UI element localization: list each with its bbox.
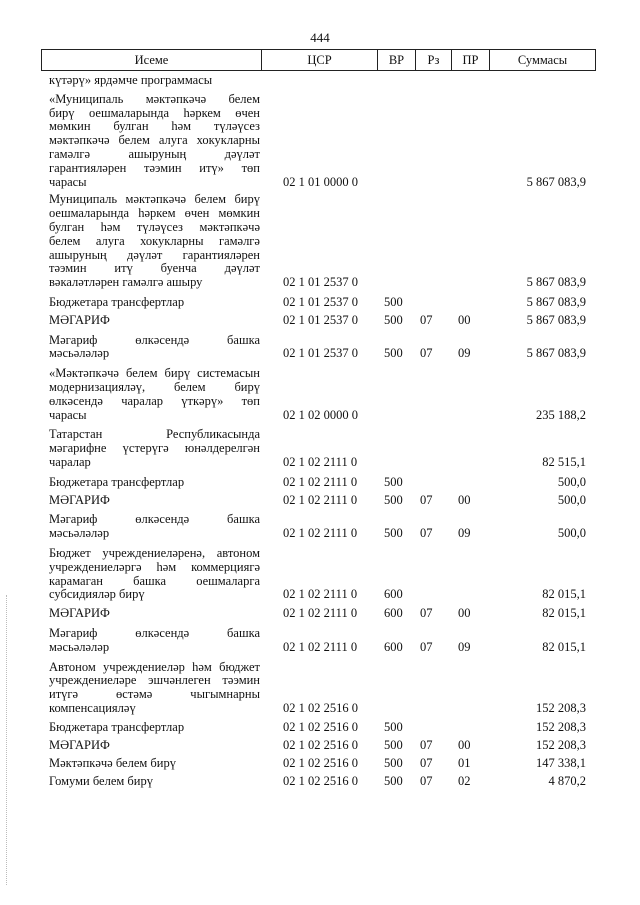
table-row [0,757,640,771]
row-name-line: Бюджетара трансфертлар [49,719,185,734]
row-sum: 4 870,2 [548,774,586,789]
row-pr: 00 [458,492,471,507]
row-name-line: модернизацияләү, белем бирү [49,379,260,394]
row-pr: 02 [458,774,471,789]
row-name-line: гамәлгә ашыруның дәүләт [49,146,260,161]
table-row [0,627,640,655]
row-pr: 00 [458,606,471,621]
row-name [49,547,260,602]
table-row [0,476,640,490]
row-name-line: Бюджетара трансфертлар [49,474,185,489]
row-vr: 500 [384,346,403,361]
row-vr: 500 [384,719,403,734]
row-name [49,757,260,771]
row-rz: 07 [420,737,433,752]
row-name [49,314,260,328]
row-name-line: учреждениеләре эшчәнлеген тәэмин [49,673,260,688]
table-row [0,334,640,362]
row-csr: 02 1 02 2516 0 [283,756,358,771]
header-name: Исеме [42,50,262,71]
row-name-line: МӘГАРИФ [49,737,110,752]
row-name-line: учреждениеләргә һәм коммерциягә [49,559,260,574]
row-csr: 02 1 02 2516 0 [283,700,358,715]
row-csr: 02 1 01 2537 0 [283,275,358,290]
row-sum: 82 515,1 [542,454,586,469]
row-name-line: МӘГАРИФ [49,312,110,327]
row-csr: 02 1 02 2111 0 [283,454,358,469]
row-csr: 02 1 02 2516 0 [283,737,358,752]
row-sum: 5 867 083,9 [526,294,586,309]
row-name-line: субсидияләр бирү [49,587,145,602]
row-csr: 02 1 02 2111 0 [283,474,358,489]
table-row [0,607,640,621]
row-pr: 00 [458,312,471,327]
row-pr: 09 [458,526,471,541]
row-pr: 00 [458,737,471,752]
row-name-line: Мәгариф өлкәсендә башка [49,625,260,640]
header-pr: ПР [452,50,490,71]
row-name [49,607,260,621]
row-rz: 07 [420,639,433,654]
row-csr: 02 1 02 2111 0 [283,639,358,654]
table-row [0,661,640,716]
row-name-line: чарасы [49,174,87,189]
row-pr: 09 [458,639,471,654]
table-row [0,428,640,469]
row-name-line: өлкәсендә чаралар үткәрү» төп [49,393,260,408]
row-name-line: чарасы [49,407,87,422]
row-name [49,334,260,362]
row-name [49,661,260,716]
table-row [0,314,640,328]
row-sum: 82 015,1 [542,639,586,654]
table-row [0,547,640,602]
row-name [49,367,260,422]
row-name-line: чаралар [49,454,91,469]
row-sum: 235 188,2 [536,407,586,422]
row-name [49,296,260,310]
row-name-line: ашыруның дәүләт гарантияләрен [49,247,260,262]
row-vr: 500 [384,756,403,771]
row-rz: 07 [420,492,433,507]
row-name-line: Мәгариф өлкәсендә башка [49,332,260,347]
table-row [0,74,640,88]
row-name-line: компенсацияләү [49,700,136,715]
row-csr: 02 1 02 2516 0 [283,719,358,734]
row-csr: 02 1 01 0000 0 [283,174,358,189]
row-sum: 152 208,3 [536,737,586,752]
table-row [0,494,640,508]
row-name-line: оешмаларында һәркем өчен мөмкин [49,206,260,221]
row-name-line: мәсьәләләр [49,346,110,361]
header-vr: ВР [378,50,416,71]
row-name-line: Татарстан Республикасында [49,427,260,442]
row-name-line: белем алуга хокукларны гамәлгә [49,233,260,248]
row-vr: 500 [384,312,403,327]
table-row [0,193,640,290]
row-name [49,193,260,290]
header-rz: Рз [416,50,452,71]
row-csr: 02 1 01 2537 0 [283,294,358,309]
row-sum: 82 015,1 [542,587,586,602]
row-name-line: бирү оешмаларында һәркем өчен [49,105,260,120]
scan-margin-marks [6,595,9,885]
row-name [49,476,260,490]
row-name-line: вәкаләтләрен гамәлгә ашыру [49,275,203,290]
row-sum: 500,0 [557,492,586,507]
row-vr: 600 [384,587,403,602]
row-name [49,627,260,655]
row-name [49,74,260,88]
table-row [0,739,640,753]
row-name-line: карамаган башка оешмаларга [49,573,260,588]
row-csr: 02 1 01 2537 0 [283,312,358,327]
row-name [49,428,260,469]
row-vr: 500 [384,737,403,752]
row-rz: 07 [420,774,433,789]
row-name-line: Бюджет учреждениеләренә, автоном [49,545,260,560]
row-vr: 500 [384,526,403,541]
row-sum: 500,0 [557,474,586,489]
row-name-line: мәгарифне үстерүгә юнәлдерелгән [49,441,260,456]
row-vr: 500 [384,474,403,489]
row-vr: 600 [384,639,403,654]
row-name-line: МӘГАРИФ [49,606,110,621]
row-vr: 600 [384,606,403,621]
table-row [0,513,640,541]
table-row [0,721,640,735]
row-rz: 07 [420,312,433,327]
row-name-line: Автоном учреждениеләр һәм бюджет [49,659,260,674]
row-name-line: МӘГАРИФ [49,492,110,507]
row-name [49,494,260,508]
header-csr: ЦСР [262,50,378,71]
row-csr: 02 1 01 2537 0 [283,346,358,361]
row-csr: 02 1 02 2111 0 [283,492,358,507]
row-vr: 500 [384,774,403,789]
row-sum: 152 208,3 [536,719,586,734]
row-sum: 147 338,1 [536,756,586,771]
budget-table-body [0,74,640,793]
row-name-line: булган һәм түләүсез мәктәпкәчә [49,219,260,234]
row-sum: 152 208,3 [536,700,586,715]
row-name-line: «Муниципаль мәктәпкәчә белем [49,91,260,106]
row-name-line: итүгә өстәмә чыгымнарны [49,687,260,702]
row-name-line: мәсьәләләр [49,639,110,654]
row-rz: 07 [420,526,433,541]
row-name [49,721,260,735]
row-rz: 07 [420,346,433,361]
table-row [0,775,640,789]
header-sum: Суммасы [490,50,596,71]
row-sum: 5 867 083,9 [526,346,586,361]
row-name-line: «Мәктәпкәчә белем бирү системасын [49,366,260,381]
row-name [49,775,260,789]
row-vr: 500 [384,492,403,507]
row-name [49,513,260,541]
row-name-line: мәктәпкәчә белем алуга хокукларны [49,133,260,148]
row-pr: 01 [458,756,471,771]
row-csr: 02 1 02 2111 0 [283,606,358,621]
row-name [49,93,260,190]
row-sum: 82 015,1 [542,606,586,621]
row-name-line: Бюджетара трансфертлар [49,294,185,309]
row-pr: 09 [458,346,471,361]
row-name-line: тәэмин итү буенча дәүләт [49,261,260,276]
row-name-line: мөмкин булган һәм түләүсез [49,119,260,134]
row-name-line: Мәгариф өлкәсендә башка [49,512,260,527]
row-name-line: күтәрү» ярдәмче программасы [49,73,213,87]
row-name-line: Мәктәпкәчә белем бирү [49,756,176,771]
row-csr: 02 1 02 2111 0 [283,526,358,541]
row-name-line: мәсьәләләр [49,526,110,541]
row-sum: 500,0 [557,526,586,541]
row-name-line: Муниципаль мәктәпкәчә белем бирү [49,192,260,207]
row-sum: 5 867 083,9 [526,312,586,327]
row-name [49,739,260,753]
table-row [0,367,640,422]
row-csr: 02 1 02 0000 0 [283,407,358,422]
row-sum: 5 867 083,9 [526,174,586,189]
row-name-line: гарантияләрен тәэмин итү» төп [49,160,260,175]
row-sum: 5 867 083,9 [526,275,586,290]
row-rz: 07 [420,756,433,771]
table-row [0,296,640,310]
row-rz: 07 [420,606,433,621]
page-number: 444 [310,30,330,45]
row-csr: 02 1 02 2516 0 [283,774,358,789]
row-vr: 500 [384,294,403,309]
row-csr: 02 1 02 2111 0 [283,587,358,602]
table-row [0,93,640,190]
table-header [41,49,596,71]
row-name-line: Гомуми белем бирү [49,774,153,789]
